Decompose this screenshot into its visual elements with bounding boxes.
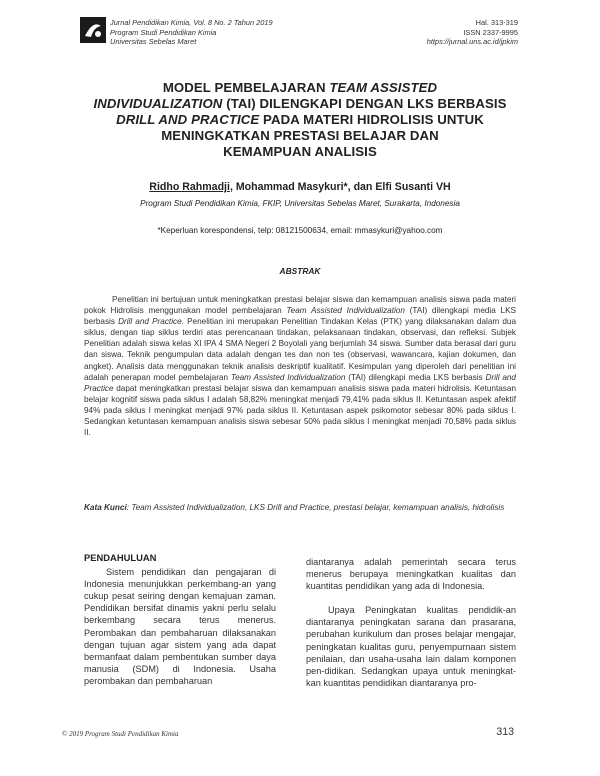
journal-name: Jurnal Pendidikan Kimia, Vol. 8 No. 2 Tahun 2019: [110, 18, 273, 27]
keywords-label: Kata Kunci: [84, 503, 127, 512]
section-heading: PENDAHULUAN: [84, 552, 157, 563]
paper-title: MODEL PEMBELAJARAN TEAM ASSISTED INDIVIDUALIZATION (TAI) DILENGKAPI DENGAN LKS BERBASIS DRILL AND PRACTICE PADA MATERI HIDROLISIS UNTUK MENINGKATKAN PRESTASI BELAJAR DAN KEMAMPUAN ANALISIS: [93, 80, 507, 159]
journal-info: [427, 18, 518, 47]
footer-copyright: © 2019 Program Studi Pendidikan Kimia: [62, 730, 179, 738]
abstract-text: Penelitian ini bertujuan untuk meningkatkan prestasi belajar siswa dan kemampuan analisis siswa pada materi pokok Hidrolisis menggunakan model pembelajaran Team Assisted Individualization (TAI) dilengkapi media LKS berbasis Drill and Practice. Penelitian ini merupakan Penelitian Tindakan Kelas (PTK) yang dilaksanakan dalam dua siklus, dengan tiap siklus terdiri atas perencanaan tindakan, pelaksanaan tindakan, observasi, dan refleksi. Subjek Penelitian adalah siswa kelas XI IPA 4 SMA Negeri 2 Boyolali yang berjumlah 34 siswa. Sumber data berasal dari guru dan siswa. Teknik pengumpulan data adalah dengan tes dan non tes (observasi, wawancara, kajian dokumen, dan angket). Analisis data menggunakan teknik analisis deskriptif kualitatif. Kesimpulan yang diperoleh dari penelitian ini adalah penerapan model pembelajaran Team Assisted Individualization (TAI) dilengkapi media LKS berbasis Drill and Practice dapat meningkatkan prestasi belajar siswa dan kemampuan analisis siswa pada materi hidrolisis. Ketuntasan belajar kognitif siswa pada siklus I adalah 58,82% meningkat menjadi 79,41% pada siklus II. Ketuntasan aspek afektif 94% pada siklus I meningkat menjadi 97% pada siklus II. Ketuntasan aspek psikomotor sebesar 80% pada siklus I. Sedangkan ketuntasan kemampuan analisis siswa sebesar 50% pada siklus I meningkat menjadi 70,58% pada siklus II.: [84, 295, 516, 438]
affiliation: Program Studi Pendidikan Kimia, FKIP, Universitas Sebelas Maret, Surakarta, Indonesia: [140, 199, 460, 208]
body-column-right: [306, 556, 516, 689]
journal-logo-icon: [80, 17, 106, 43]
journal-university: Universitas Sebelas Maret: [110, 37, 197, 47]
other-authors: , Mohammad Masykuri*, dan Elfi Susanti VH: [229, 181, 451, 193]
correspondence: *Keperluan korespondensi, telp: 08121500634, email: mmasykuri@yahoo.com: [157, 226, 443, 235]
first-author: Ridho Rahmadji: [149, 181, 230, 193]
keywords: [84, 502, 516, 513]
issn: ISSN 2337-9995: [463, 27, 518, 37]
keywords-text: : Team Assisted Individualization, LKS Drill and Practice, prestasi belajar, kemampuan analisis, hidrolisis: [126, 503, 505, 512]
page-range: Hal. 313-319: [475, 18, 518, 27]
body-paragraph: Sistem pendidikan dan pengajaran di Indonesia menunjukkan perkembang-an yang cukup pesat seiring dengan kemajuan zaman. Pendidikan bersifat dinamis yakni perlu selalu berkembang secara terus menerus. Perombakan dan pembaharuan dilaksanakan dengan tujuan agar sistem yang ada dapat bermanfaat dalam pembentukan sumber daya manusia (SDM) di Indonesia. Usaha perombakan dan pembaharuan: [84, 567, 276, 686]
abstract-heading: ABSTRAK: [279, 266, 321, 276]
journal-url[interactable]: https://jurnal.uns.ac.id/jpkim: [426, 37, 518, 47]
body-paragraph: Upaya Peningkatan kualitas pendidik-an diantaranya peningkatan sarana dan prasarana, perubahan kurikulum dan proses belajar mengajar, peningkatan kualitas guru, penyempurnaan sistem penilaian, dan usaha-usaha lain dalam komponen pen-didikan. Sedangkan upaya untuk meningkat-kan kuantitas pendidikan diantaranya pro-: [306, 605, 516, 688]
body-paragraph: diantaranya adalah pemerintah secara terus menerus berupaya meningkatkan kualitas dan kuantitas pendidikan yang ada di Indonesia.: [306, 557, 516, 592]
body-column-left: [84, 552, 276, 687]
journal-program: Program Studi Pendidikan Kimia: [110, 27, 217, 37]
page-number: 313: [496, 726, 514, 738]
author-list: [0, 181, 600, 193]
journal-header: [110, 18, 273, 47]
